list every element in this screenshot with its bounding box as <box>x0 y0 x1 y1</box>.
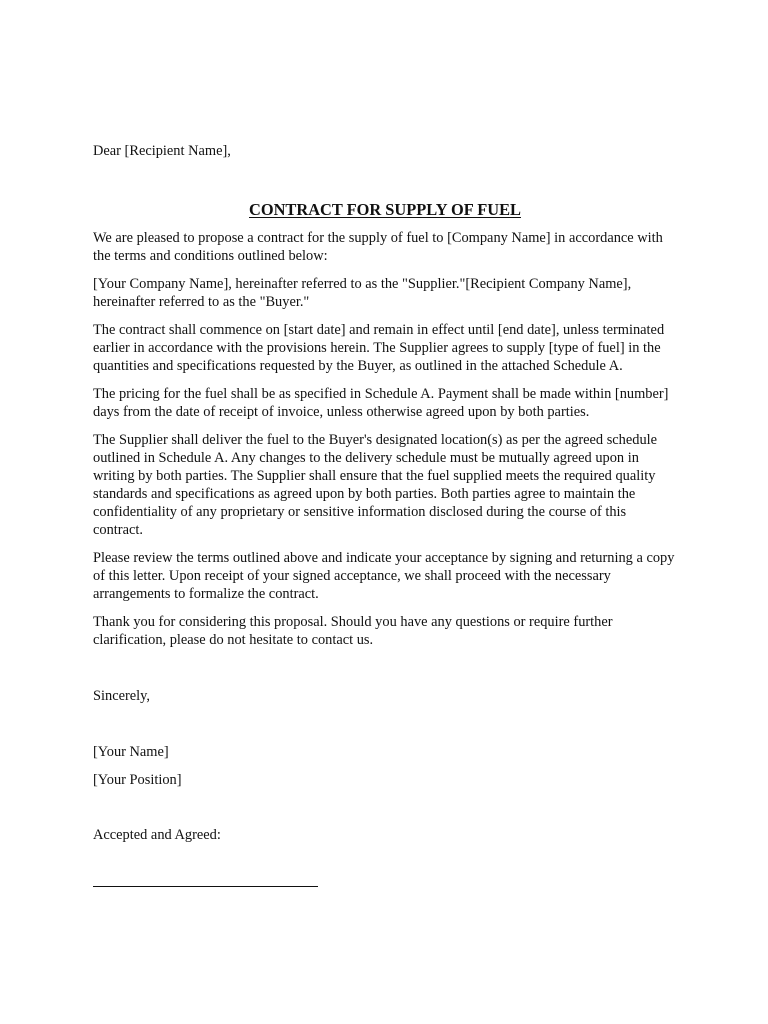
signature-line <box>93 886 318 887</box>
document-title: CONTRACT FOR SUPPLY OF FUEL <box>249 200 521 219</box>
closing: Sincerely, <box>93 688 151 704</box>
paragraph-term: The contract shall commence on [start date] and remain in effect until [end date], unless terminated earlier in accordance with the provisions herein. The Supplier agrees to supply [type of fuel] in the quantities and specifications requested by the Buyer, as outlined in the attached Schedule A. <box>93 322 665 374</box>
paragraph-acceptance: Please review the terms outlined above and indicate your acceptance by signing and returning a copy of this letter. Upon receipt of your signed acceptance, we shall proceed with the necessary arrangements to formalize the contract. <box>93 550 675 602</box>
paragraph-intro: We are pleased to propose a contract for the supply of fuel to [Company Name] in accordance with the terms and conditions outlined below: <box>93 230 663 264</box>
paragraph-pricing: The pricing for the fuel shall be as specified in Schedule A. Payment shall be made within [number] days from the date of receipt of invoice, unless otherwise agreed upon by both parties. <box>93 386 669 420</box>
salutation: Dear [Recipient Name], <box>93 143 231 159</box>
letter-body <box>93 142 677 887</box>
sender-name: [Your Name] <box>93 744 169 760</box>
paragraph-thanks: Thank you for considering this proposal. Should you have any questions or require further clarification, please do not hesitate to contact us. <box>93 614 613 648</box>
paragraph-parties: [Your Company Name], hereinafter referred to as the "Supplier."[Recipient Company Name], hereinafter referred to as the "Buyer." <box>93 276 632 310</box>
accepted-label: Accepted and Agreed: <box>93 827 221 843</box>
sender-position: [Your Position] <box>93 772 182 788</box>
paragraph-delivery: The Supplier shall deliver the fuel to the Buyer's designated location(s) as per the agreed schedule outlined in Schedule A. Any changes to the delivery schedule must be mutually agreed upon in writing by both parties. The Supplier shall ensure that the fuel supplied meets the required quality standards and specifications as agreed upon by both parties. Both parties agree to maintain the confidentiality of any proprietary or sensitive information disclosed during the course of this contract. <box>93 432 658 538</box>
